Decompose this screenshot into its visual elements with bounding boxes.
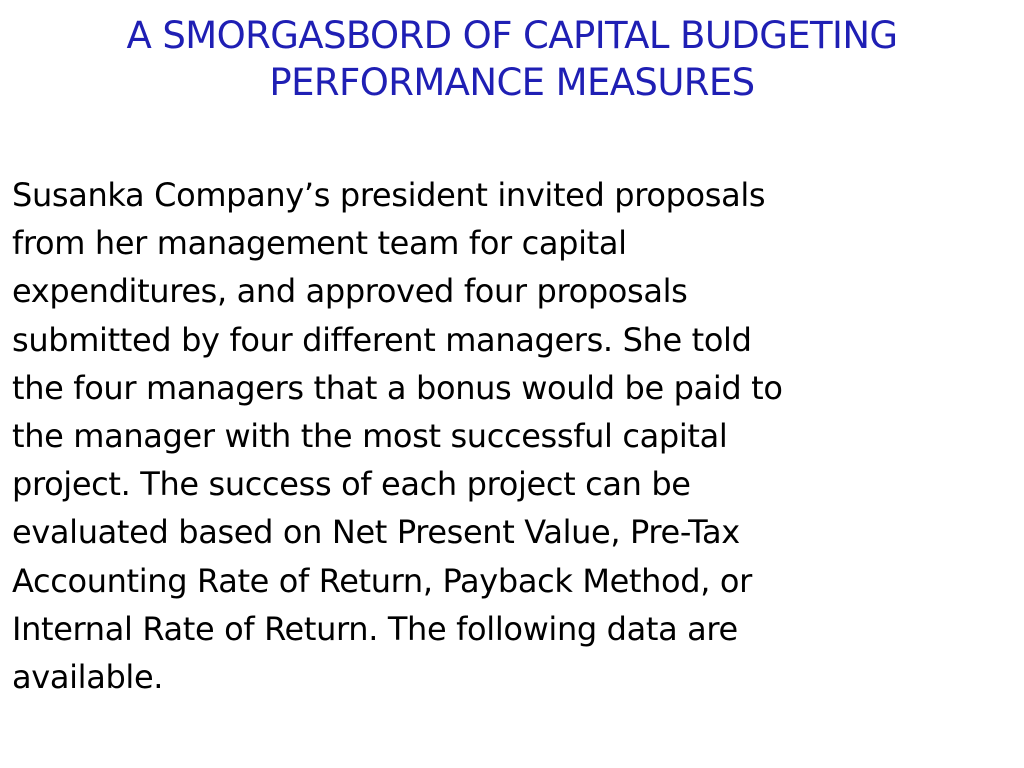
body-line-7: project. The success of each project can be bbox=[12, 465, 691, 504]
body-line-10: Internal Rate of Return. The following data are bbox=[12, 609, 738, 648]
body-line-6: the manager with the most successful capital bbox=[12, 417, 728, 456]
body-line-9: Accounting Rate of Return, Payback Method, or bbox=[12, 561, 752, 600]
body-line-2: from her management team for capital bbox=[12, 224, 627, 263]
body-line-3: expenditures, and approved four proposals bbox=[12, 272, 688, 311]
slide-title-line-1: A SMORGASBORD OF CAPITAL BUDGETING bbox=[126, 14, 898, 57]
body-line-5: the four managers that a bonus would be paid to bbox=[12, 368, 783, 407]
slide-body-paragraph bbox=[12, 171, 1012, 701]
body-line-8: evaluated based on Net Present Value, Pre-Tax bbox=[12, 513, 740, 552]
slide-title-line-2: PERFORMANCE MEASURES bbox=[269, 61, 755, 104]
body-line-1: Susanka Company’s president invited proposals bbox=[12, 176, 766, 214]
body-line-11: available. bbox=[12, 658, 164, 697]
slide-title bbox=[0, 12, 1024, 106]
body-line-4: submitted by four different managers. She told bbox=[12, 320, 752, 359]
